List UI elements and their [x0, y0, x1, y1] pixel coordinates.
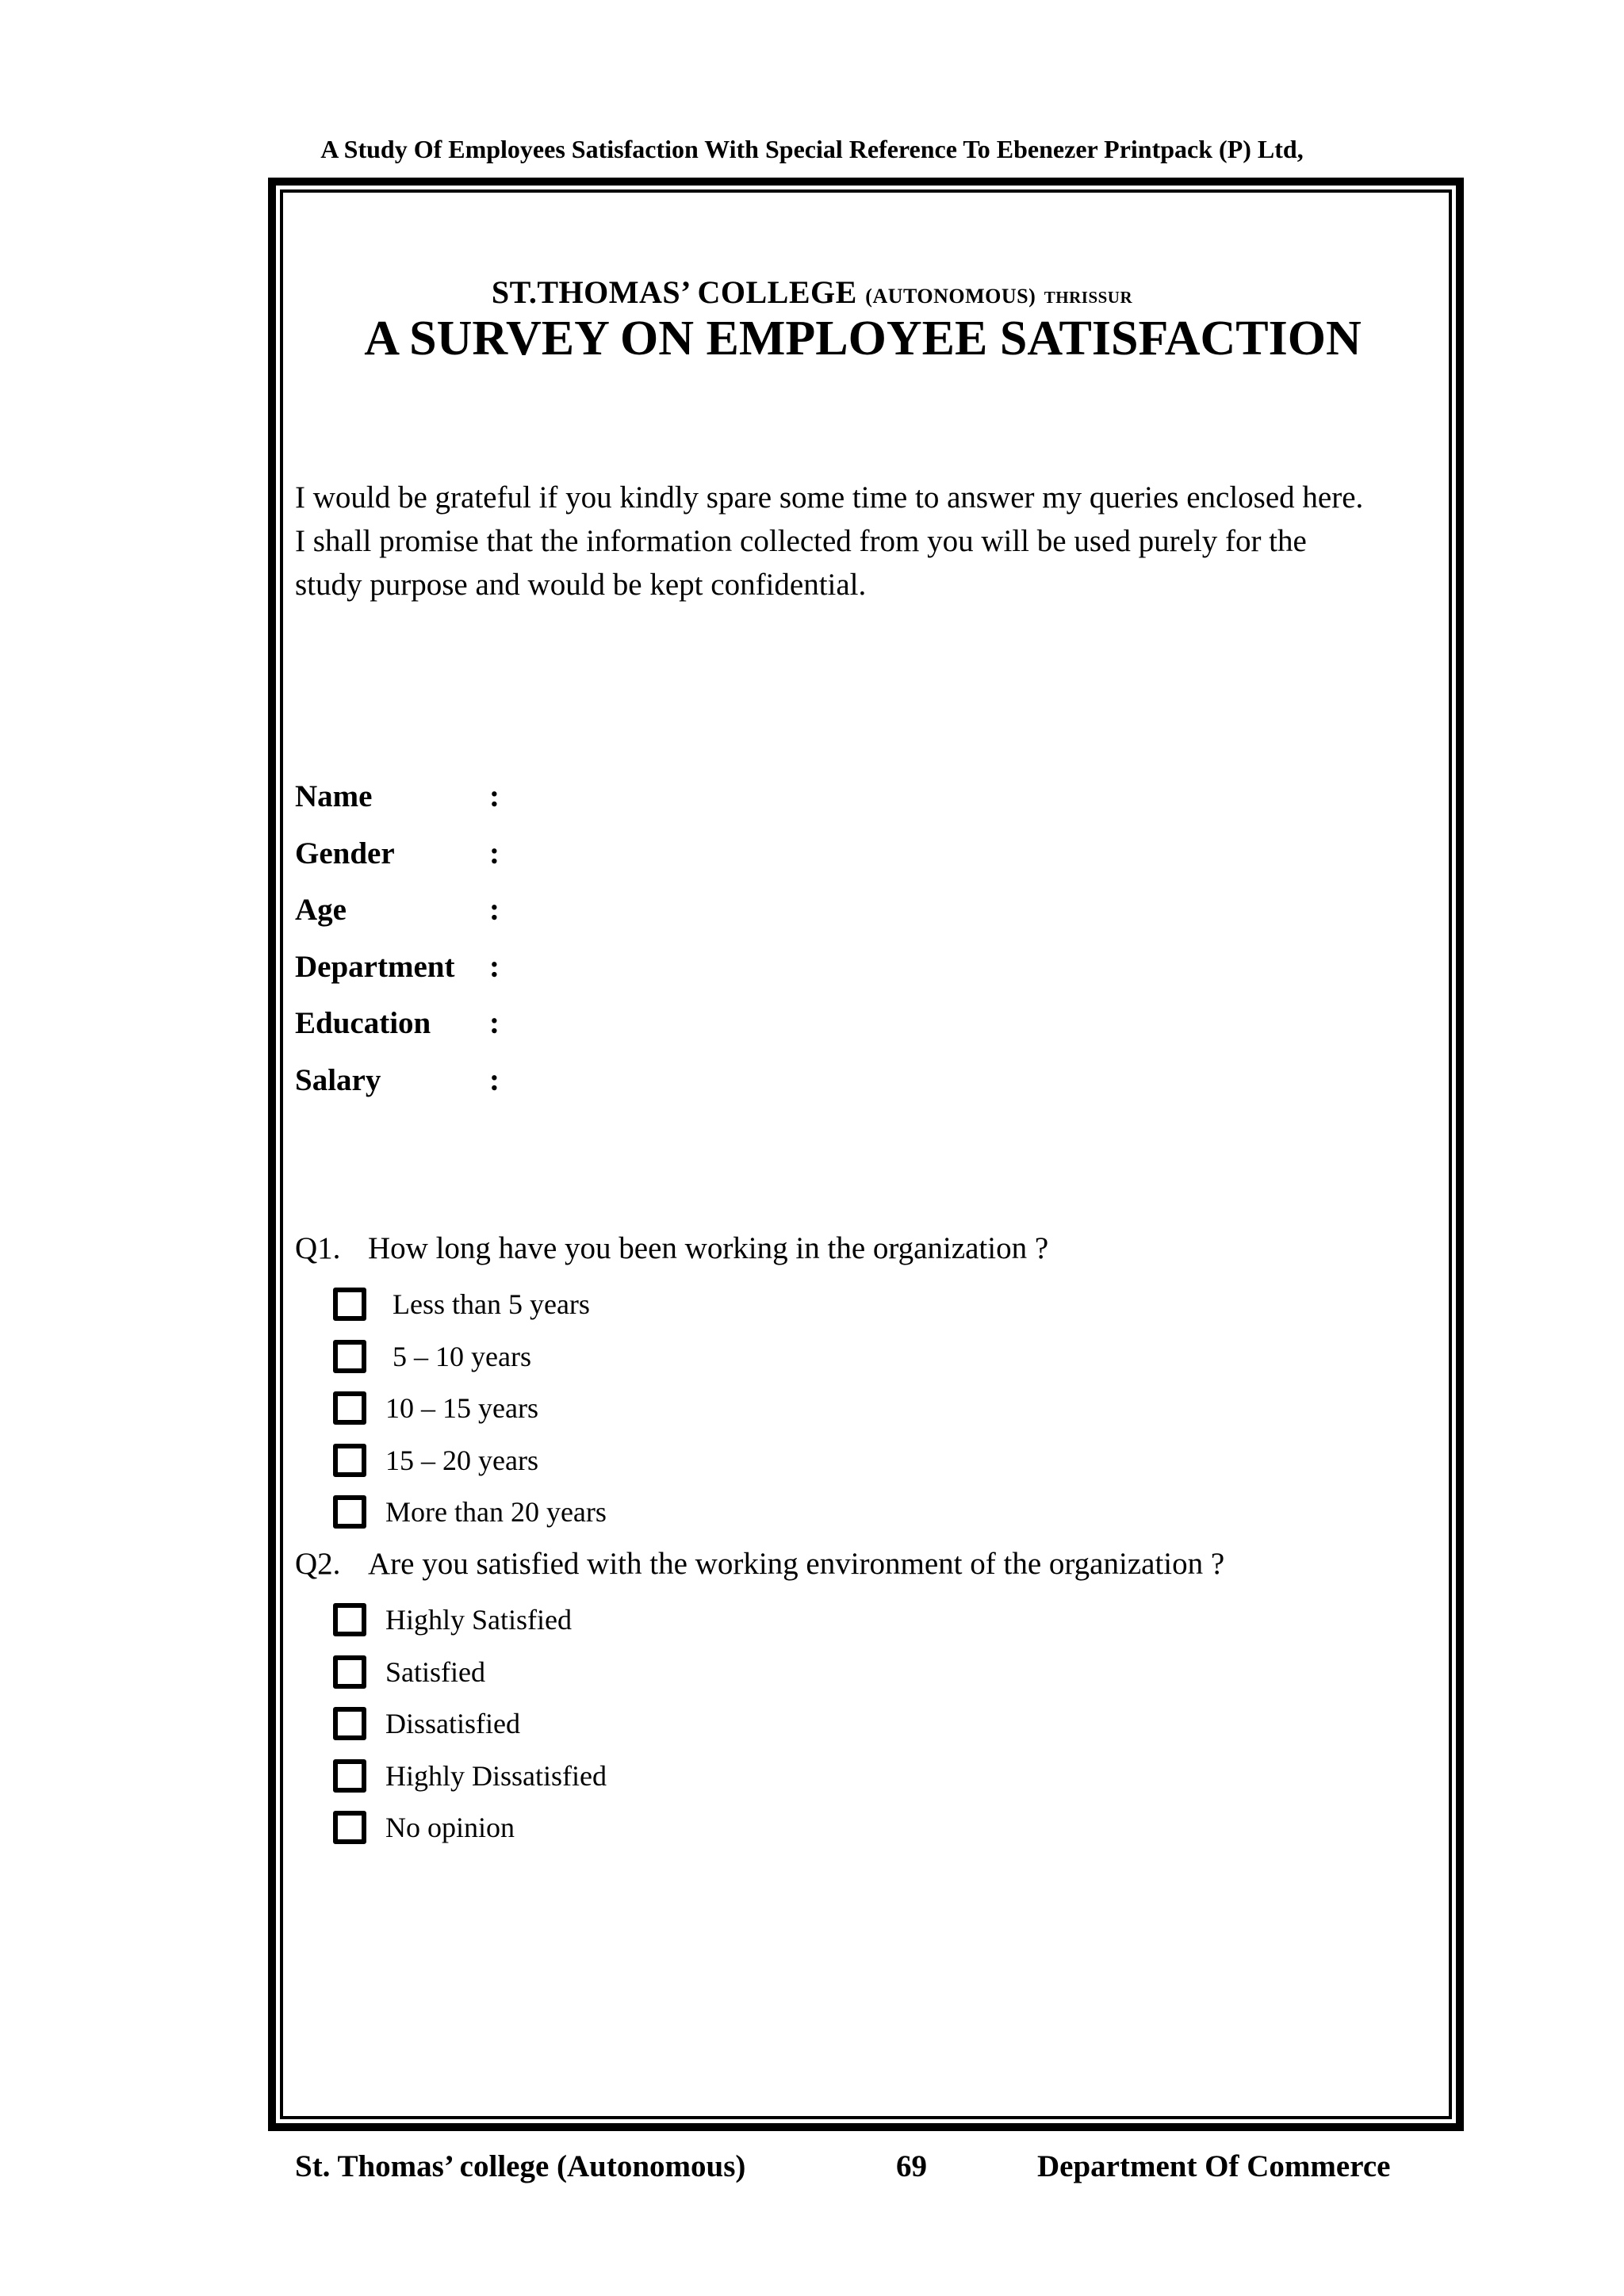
- question-number: Q2.: [295, 1547, 341, 1581]
- question-text: Are you satisfied with the working environment of the organization ?: [368, 1547, 1225, 1581]
- field-colon: :: [489, 1006, 500, 1040]
- field-label: Age: [295, 893, 347, 927]
- field-colon: :: [489, 949, 500, 984]
- question-text: How long have you been working in the organization ?: [368, 1231, 1049, 1265]
- checkbox[interactable]: [333, 1759, 366, 1793]
- intro-paragraph: [295, 476, 1453, 607]
- option-label: 5 – 10 years: [393, 1340, 531, 1372]
- college-city: THRISSUR: [1044, 288, 1133, 307]
- intro-line: I shall promise that the information collected from you will be used purely for the: [295, 524, 1307, 558]
- option-label: Less than 5 years: [393, 1288, 590, 1320]
- option-label: 10 – 15 years: [385, 1392, 538, 1424]
- checkbox[interactable]: [333, 1603, 366, 1636]
- checkbox[interactable]: [333, 1707, 366, 1740]
- field-colon: :: [489, 836, 500, 871]
- field-label: Salary: [295, 1062, 381, 1097]
- college-autonomous: (AUTONOMOUS): [865, 285, 1036, 308]
- footer-department: Department Of Commerce: [1037, 2149, 1391, 2183]
- option-label: Dissatisfied: [385, 1708, 520, 1739]
- question-number: Q1.: [295, 1231, 341, 1265]
- college-name-line: [0, 274, 1624, 311]
- checkbox[interactable]: [333, 1288, 366, 1321]
- field-colon: :: [489, 893, 500, 927]
- checkbox[interactable]: [333, 1340, 366, 1373]
- footer-college: St. Thomas’ college (Autonomous): [295, 2149, 746, 2183]
- option-label: No opinion: [385, 1812, 515, 1843]
- option-label: 15 – 20 years: [385, 1444, 538, 1476]
- page-footer: [0, 2149, 1624, 2196]
- option-label: More than 20 years: [385, 1496, 607, 1528]
- field-label: Education: [295, 1006, 431, 1040]
- field-label: Gender: [295, 836, 395, 871]
- intro-line: I would be grateful if you kindly spare some time to answer my queries enclosed here.: [295, 480, 1364, 515]
- question-1: [295, 1230, 1048, 1266]
- intro-line: study purpose and would be kept confidential.: [295, 568, 867, 602]
- field-colon: :: [489, 779, 500, 813]
- checkbox[interactable]: [333, 1444, 366, 1477]
- checkbox[interactable]: [333, 1391, 366, 1425]
- checkbox[interactable]: [333, 1655, 366, 1689]
- checkbox[interactable]: [333, 1495, 366, 1529]
- field-colon: :: [489, 1062, 500, 1097]
- running-header: A Study Of Employees Satisfaction With Special Reference To Ebenezer Printpack (P) Ltd,: [320, 135, 1304, 163]
- question-2: [295, 1546, 1224, 1582]
- field-label: Name: [295, 779, 373, 813]
- college-name: ST.THOMAS’ COLLEGE: [491, 274, 857, 310]
- option-label: Highly Satisfied: [385, 1604, 572, 1636]
- checkbox[interactable]: [333, 1811, 366, 1844]
- field-label: Department: [295, 949, 455, 984]
- option-label: Highly Dissatisfied: [385, 1759, 607, 1792]
- option-label: Satisfied: [385, 1655, 485, 1688]
- page-number: 69: [896, 2149, 927, 2183]
- survey-title: A SURVEY ON EMPLOYEE SATISFACTION: [364, 312, 1362, 365]
